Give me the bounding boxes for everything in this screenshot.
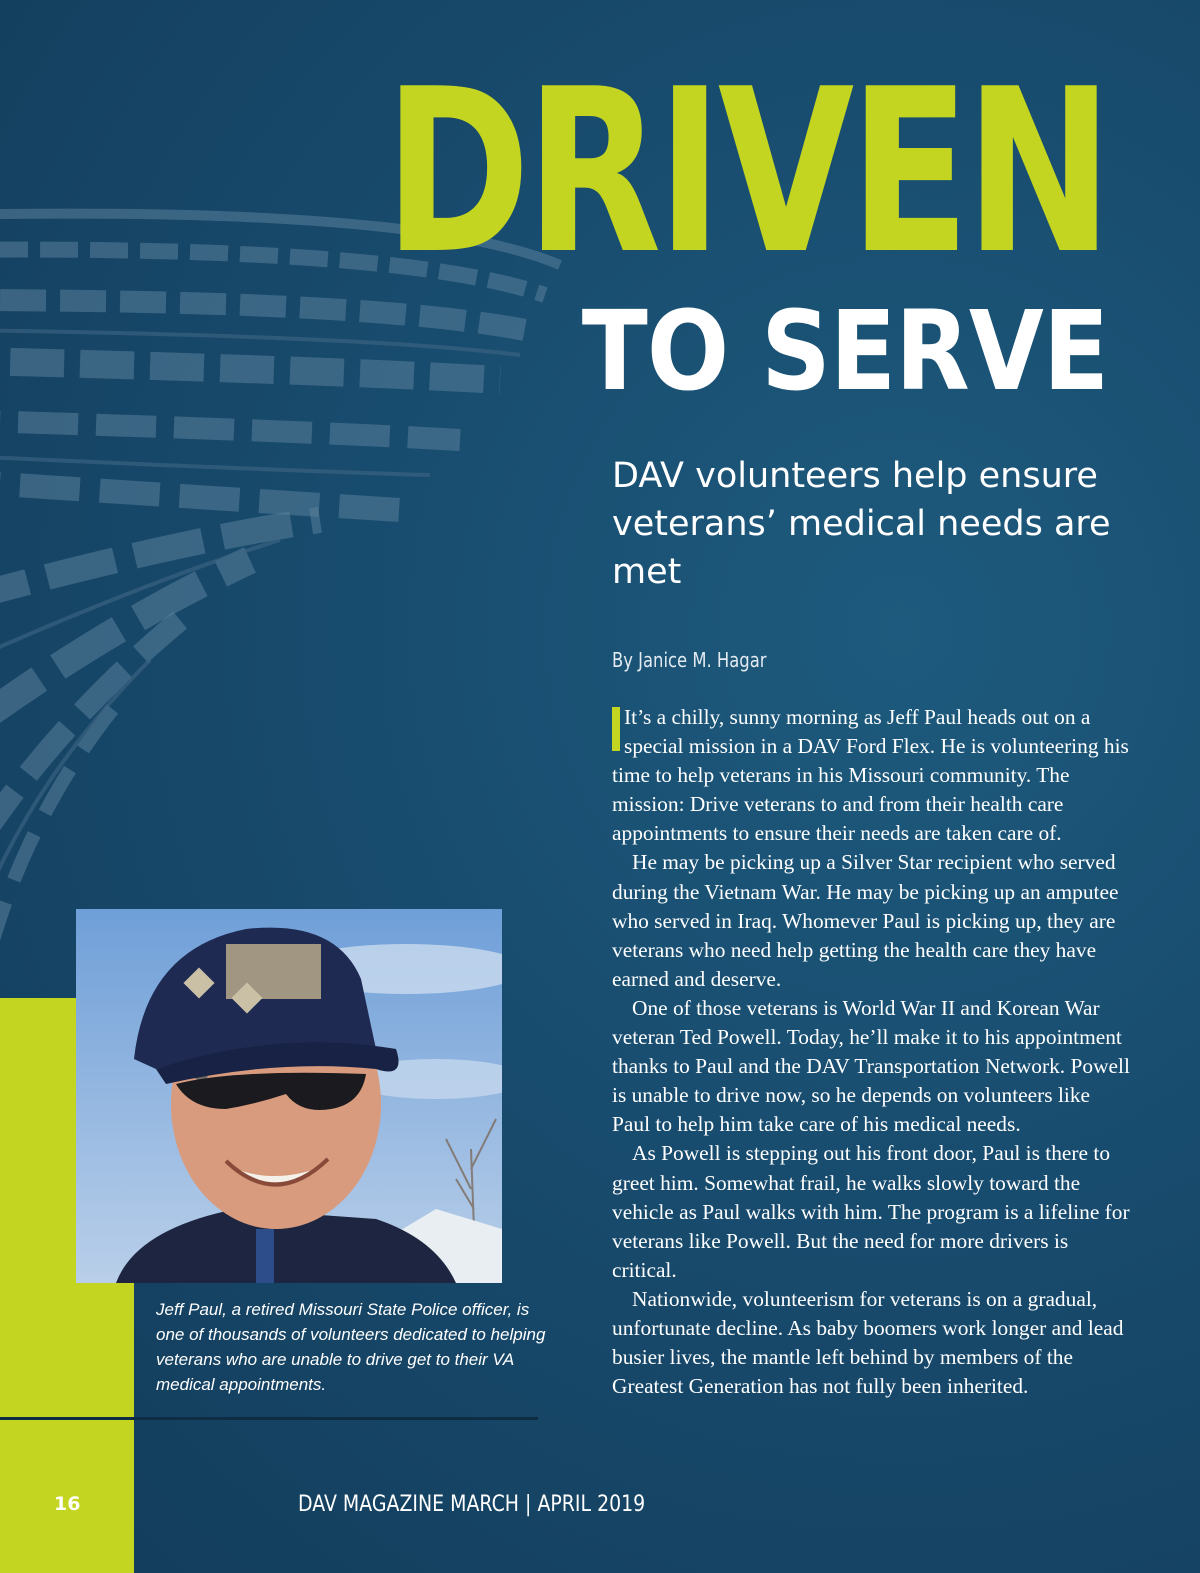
paragraph: It’s a chilly, sunny morning as Jeff Paul heads out on a special mission in a DAV Ford Flex. He is volunteering his time to help veterans in his Missouri community. The mission: Drive veterans to and from their health care appointments to ensure their needs are taken care of. [612,705,1129,846]
photo-caption: Jeff Paul, a retired Missouri State Police officer, is one of thousands of volunteers dedicated to helping veterans who are unable to drive get to their VA medical appointments. [156,1300,546,1394]
volunteer-photo [76,909,502,1283]
deck: DAV volunteers help ensure veterans’ medical needs are met [612,456,1111,592]
divider-rule [0,1417,538,1420]
subheadline: TO SERVE [581,287,1108,415]
paragraph: One of those veterans is World War II and Korean War veteran Ted Powell. Today, he’ll make it to his appointment thanks to Paul and the DAV Transportation Network. Powell is unable to drive now, so he depends on volunteers like Paul to help him take care of his medical needs. [612,995,1130,1137]
paragraph: Nationwide, volunteerism for veterans is on a gradual, unfortunate decline. As baby boomers work longer and lead busier lives, the mantle left behind by members of the Greatest Generation has not fully been inherited. [612,1286,1124,1399]
page-number: 16 [54,1493,81,1515]
drop-cap-bar [612,707,620,751]
paragraph: As Powell is stepping out his front door, Paul is there to greet him. Somewhat frail, he walks slowly toward the vehicle as Paul walks with him. The program is a lifeline for veterans like Powell. But the need for more drivers is critical. [612,1141,1130,1282]
article-body [612,703,1132,1401]
byline: By Janice M. Hagar [612,648,767,672]
headline: DRIVEN [384,41,1108,304]
publication-footer: DAV MAGAZINE MARCH | APRIL 2019 [298,1492,646,1517]
paragraph: He may be picking up a Silver Star recipient who served during the Vietnam War. He may be picking up an amputee who served in Iraq. Whomever Paul is picking up, they are veterans who need help getting the health care they have earned and deserve. [612,850,1119,991]
